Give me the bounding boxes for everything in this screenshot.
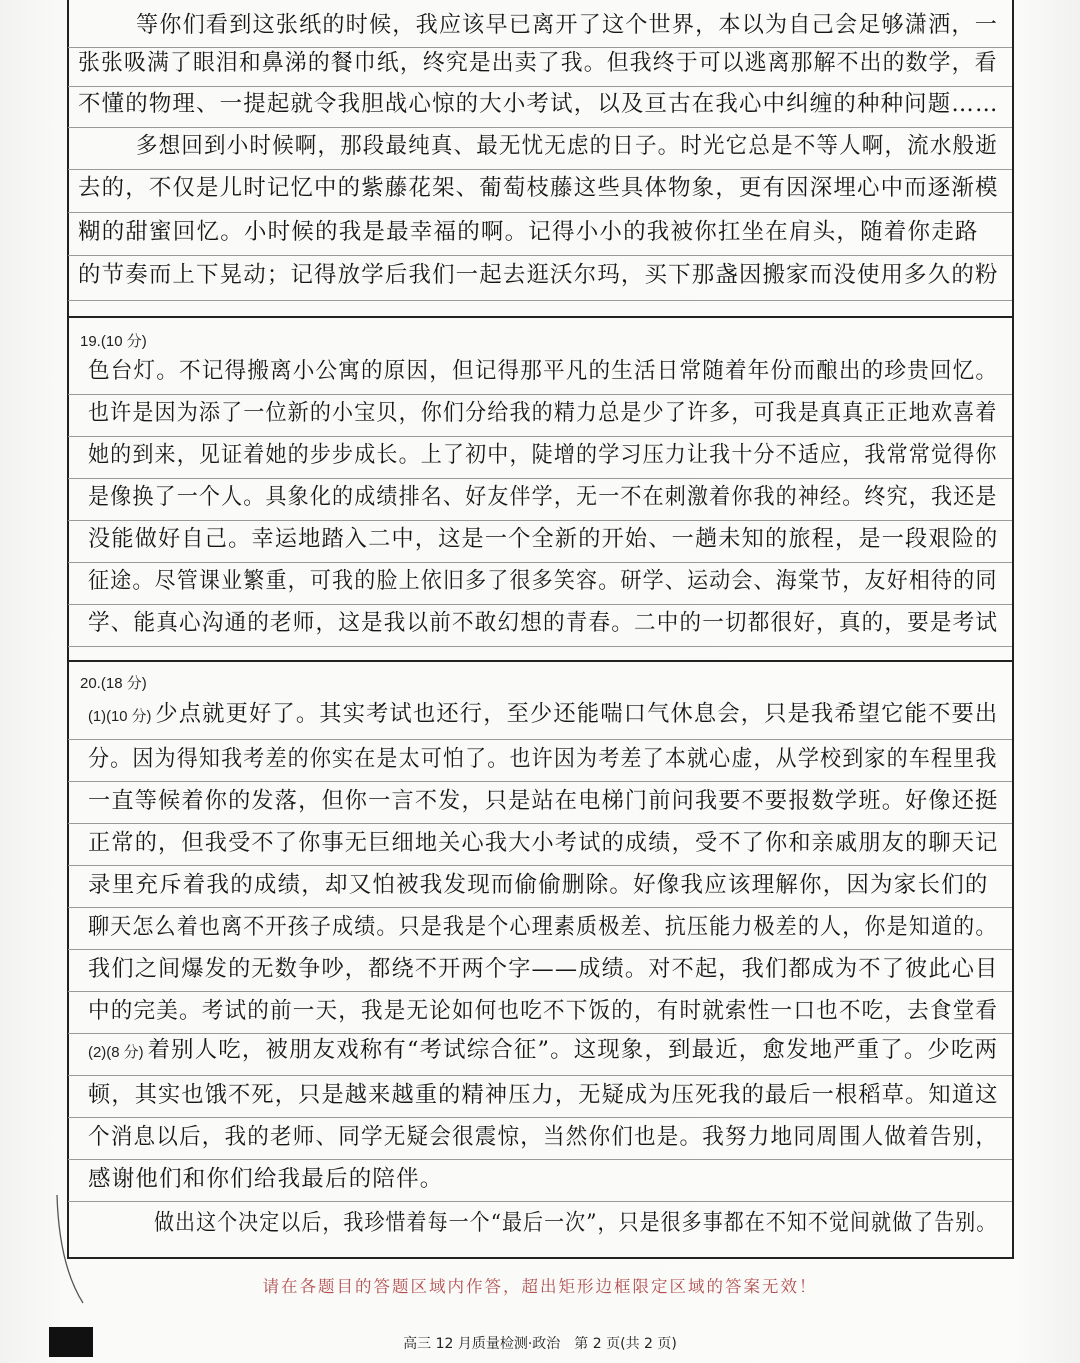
handwritten-line [68, 701, 1012, 729]
handwritten-line [68, 358, 1012, 384]
section-top [68, 0, 1012, 316]
subquestion-2-label: (2)(8 分) [88, 1044, 144, 1061]
handwritten-line [68, 830, 1012, 856]
handwritten-line [68, 484, 1012, 510]
ruled-line [68, 1201, 1012, 1202]
handwritten-line [68, 1082, 1012, 1108]
subquestion-1-label: (1)(10 分) [88, 708, 152, 725]
line-text: 一直等候着你的发落，但你一言不发，只是站在电梯门前问我要不要报数学班。好像还挺 [88, 788, 999, 814]
line-text: 的节奏而上下晃动；记得放学后我们一起去逛沃尔玛，买下那盏因搬家而没使用多久的粉 [78, 262, 999, 288]
line-text: 等你们看到这张纸的时候，我应该早已离开了这个世界，本以为自己会足够潇洒，一 [136, 12, 998, 38]
frame-bottom-border [67, 1257, 1014, 1259]
handwritten-line [68, 526, 1012, 552]
handwritten-line [68, 400, 1012, 426]
answer-area-notice: 请在各题目的答题区域内作答，超出矩形边框限定区域的答案无效！ [262, 1277, 818, 1296]
handwritten-line [68, 133, 1012, 159]
handwritten-line [68, 1037, 1012, 1065]
page-footer: 高三 12 月质量检测·政治 第 2 页(共 2 页) [403, 1336, 677, 1352]
frame-right-border [1012, 0, 1014, 1258]
line-text: 是像换了一个人。具象化的成绩排名、好友伴学，无一不在刺激着你我的神经。终究，我还是 [88, 484, 998, 510]
line-text: 录里充斥着我的成绩，却又怕被我发现而偷偷删除。好像我应该理解你，因为家长们的 [88, 872, 989, 898]
handwritten-line [68, 956, 1012, 982]
handwritten-line [68, 1166, 1012, 1192]
handwritten-line [68, 914, 1012, 940]
line-text: 个消息以后，我的老师、同学无疑会很震惊，当然你们也是。我努力地同周围人做着告别， [88, 1124, 999, 1150]
handwritten-line [68, 442, 1012, 468]
line-text: 她的到来，见证着她的步步成长。上了初中，陡增的学习压力让我十分不适应，我常常觉得你 [88, 442, 998, 468]
handwritten-line [68, 788, 1012, 814]
line-text: 我们之间爆发的无数争吵，都绕不开两个字——成绩。对不起，我们都成为不了彼此心目 [88, 956, 999, 982]
line-text: 多想回到小时候啊，那段最纯真、最无忧无虑的日子。时光它总是不等人啊，流水般逝 [136, 133, 998, 159]
handwritten-line [68, 1210, 1012, 1236]
handwritten-line [68, 91, 1012, 117]
line-text [88, 1030, 998, 1073]
handwritten-line [68, 1124, 1012, 1150]
handwritten-line [68, 262, 1012, 288]
handwritten-line [68, 12, 1012, 38]
line-text: 做出这个决定以后，我珍惜着每一个“最后一次”，只是很多事都在不知不觉间就做了告别。 [154, 1210, 998, 1236]
question-19-answer [68, 318, 1012, 660]
handwritten-line [68, 50, 1012, 76]
handwritten-line [68, 746, 1012, 772]
line-text: 征途。尽管课业繁重，可我的脸上依旧多了很多笑容。研学、运动会、海棠节，友好相待的同 [88, 568, 998, 594]
line-text: 分。因为得知我考差的你实在是太可怕了。也许因为考差了本就心虚，从学校到家的车程里我 [88, 746, 998, 772]
line-text: 顿，其实也饿不死，只是越来越重的精神压力，无疑成为压死我的最后一根稻草。知道这 [88, 1082, 999, 1108]
line-text: 正常的，但我受不了你事无巨细地关心我大小考试的成绩，受不了你和亲戚朋友的聊天记 [88, 830, 999, 856]
line-text: 聊天怎么着也离不开孩子成绩。只是我是个心理素质极差、抗压能力极差的人，你是知道的。 [88, 914, 998, 940]
line-text: 中的完美。考试的前一天，我是无论如何也吃不下饭的，有时就索性一口也不吃，去食堂看 [88, 998, 999, 1024]
line-text: 色台灯。不记得搬离小公寓的原因，但记得那平凡的生活日常随着年份而酿出的珍贵回忆。 [88, 358, 999, 384]
line-text: 着别人吃，被朋友戏称有“考试综合征”。这现象，到最近，愈发地严重了。少吃两 [147, 1037, 999, 1063]
line-text: 少点就更好了。其实考试也还行，至少还能喘口气休息会，只是我希望它能不要出 [155, 701, 999, 727]
handwritten-line [68, 568, 1012, 594]
line-text: 张张吸满了眼泪和鼻涕的餐巾纸，终究是出卖了我。但我终于可以逃离那解不出的数学，看 [78, 50, 998, 76]
ruled-line [68, 646, 1012, 647]
handwritten-line [68, 610, 1012, 636]
question-20-label: 20.(18 分) [80, 675, 147, 692]
line-text: 感谢他们和你们给我最后的陪伴。 [88, 1166, 444, 1192]
line-text: 没能做好自己。幸运地踏入二中，这是一个全新的开始、一趟未知的旅程，是一段艰险的 [88, 526, 999, 552]
line-text: 去的，不仅是儿时记忆中的紫藤花架、葡萄枝藤这些具体物象，更有因深埋心中而逐渐模 [78, 175, 999, 201]
handwritten-line [68, 998, 1012, 1024]
line-text: 也许是因为添了一位新的小宝贝，你们分给我的精力总是少了许多，可我是真真正正地欢喜着 [88, 400, 998, 426]
line-text [88, 694, 998, 737]
handwritten-line [68, 175, 1012, 201]
ruled-line [68, 300, 1012, 301]
question-20-answer [68, 662, 1012, 1257]
handwritten-line [68, 219, 1012, 245]
handwritten-line [68, 872, 1012, 898]
line-text: 不懂的物理、一提起就令我胆战心惊的大小考试，以及亘古在我心中纠缠的种种问题…… [78, 91, 999, 117]
question-19-label: 19.(10 分) [80, 333, 147, 350]
line-text: 学、能真心沟通的老师，这是我以前不敢幻想的青春。二中的一切都很好，真的，要是考试 [88, 610, 999, 636]
line-text: 糊的甜蜜回忆。小时候的我是最幸福的啊。记得小小的我被你扛坐在肩头，随着你走路 [78, 219, 979, 245]
